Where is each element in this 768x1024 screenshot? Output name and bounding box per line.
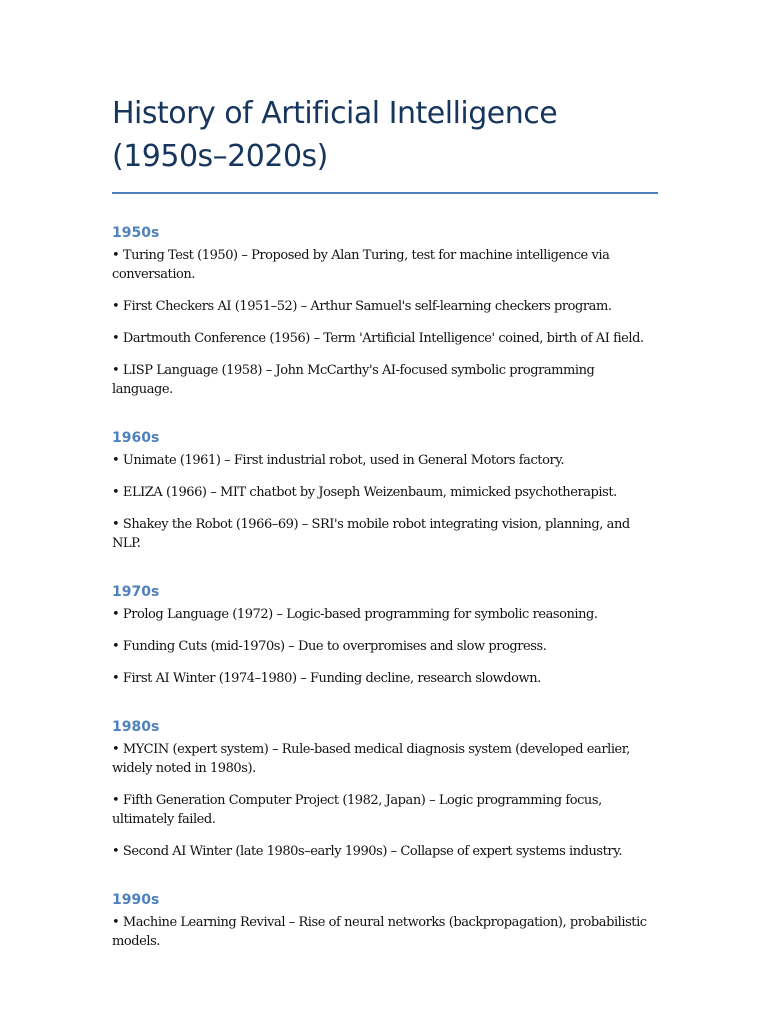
timeline-item: • MYCIN (expert system) – Rule-based medical diagnosis system (developed earlier, widely noted in 1980s). bbox=[112, 742, 630, 776]
timeline-item: • Unimate (1961) – First industrial robot, used in General Motors factory. bbox=[112, 453, 565, 468]
section-heading: 1990s bbox=[112, 892, 160, 908]
section-1970s bbox=[112, 583, 658, 688]
section-heading: 1950s bbox=[112, 225, 160, 241]
timeline-item: • Second AI Winter (late 1980s–early 1990s) – Collapse of expert systems industry. bbox=[112, 844, 623, 859]
timeline-item: • First AI Winter (1974–1980) – Funding decline, research slowdown. bbox=[112, 671, 541, 686]
timeline-item: • Prolog Language (1972) – Logic-based programming for symbolic reasoning. bbox=[112, 607, 598, 622]
timeline-item: • Machine Learning Revival – Rise of neural networks (backpropagation), probabilistic models. bbox=[112, 915, 647, 949]
timeline-item: • Shakey the Robot (1966–69) – SRI's mobile robot integrating vision, planning, and NLP. bbox=[112, 517, 630, 551]
timeline-item: • Funding Cuts (mid-1970s) – Due to overpromises and slow progress. bbox=[112, 639, 547, 654]
timeline-item: • Fifth Generation Computer Project (1982, Japan) – Logic programming focus, ultimately failed. bbox=[112, 793, 602, 827]
section-heading: 1970s bbox=[112, 584, 160, 600]
title-divider bbox=[112, 192, 658, 194]
section-heading: 1960s bbox=[112, 430, 160, 446]
timeline-item: • First Checkers AI (1951–52) – Arthur Samuel's self-learning checkers program. bbox=[112, 299, 612, 314]
timeline-item: • ELIZA (1966) – MIT chatbot by Joseph Weizenbaum, mimicked psychotherapist. bbox=[112, 485, 617, 500]
timeline-item: • LISP Language (1958) – John McCarthy's AI-focused symbolic programming language. bbox=[112, 363, 595, 397]
timeline-item: • Dartmouth Conference (1956) – Term 'Artificial Intelligence' coined, birth of AI field. bbox=[112, 331, 644, 346]
timeline-item: • Turing Test (1950) – Proposed by Alan Turing, test for machine intelligence via conversation. bbox=[112, 248, 610, 282]
document-title: History of Artificial Intelligence (1950s–2020s) bbox=[112, 96, 558, 174]
document-page bbox=[112, 92, 658, 951]
section-1990s bbox=[112, 891, 658, 951]
section-1980s bbox=[112, 718, 658, 861]
section-1960s bbox=[112, 429, 658, 553]
section-heading: 1980s bbox=[112, 719, 160, 735]
section-1950s bbox=[112, 224, 658, 399]
